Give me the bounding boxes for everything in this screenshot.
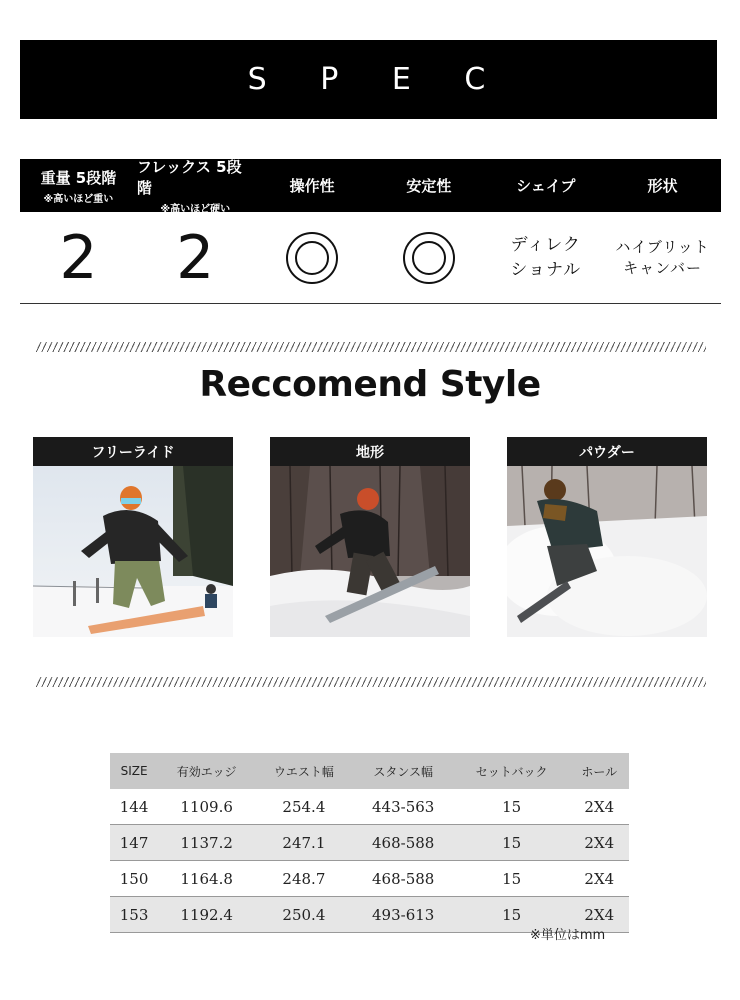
spec-header-label: シェイプ	[516, 177, 576, 195]
table-cell: 153	[110, 897, 158, 933]
table-cell: 15	[454, 861, 570, 897]
header-waist-width: ウエスト幅	[255, 753, 352, 789]
header-stance-width: スタンス幅	[353, 753, 454, 789]
unit-note: ※単位はmm	[530, 928, 606, 943]
header-size: SIZE	[110, 753, 158, 789]
spec-table	[20, 159, 721, 304]
table-cell: 144	[110, 789, 158, 825]
form-line-1: ハイブリット	[615, 237, 710, 256]
double-circle-icon	[286, 232, 338, 284]
weight-value: 2	[59, 222, 98, 293]
weight-value-cell	[20, 212, 137, 303]
spec-header-label: 形状	[647, 177, 678, 195]
header-setback: セットバック	[454, 753, 570, 789]
freeride-photo	[33, 466, 233, 637]
table-row	[110, 825, 629, 861]
shape-line-2: ショナル	[510, 259, 582, 280]
slash-divider	[36, 677, 706, 687]
spec-header-label: 操作性	[289, 177, 335, 195]
header-hole: ホール	[570, 753, 629, 789]
spec-banner	[20, 40, 717, 119]
table-cell: 443-563	[353, 789, 454, 825]
double-circle-icon	[403, 232, 455, 284]
table-cell: 247.1	[255, 825, 352, 861]
spec-header-operability	[254, 159, 371, 212]
table-cell: 15	[454, 789, 570, 825]
spec-title: S P E C	[247, 62, 508, 97]
table-cell: 250.4	[255, 897, 352, 933]
spec-header-flex	[136, 158, 254, 215]
table-cell: 1109.6	[158, 789, 255, 825]
table-cell: 1164.8	[158, 861, 255, 897]
table-row	[110, 861, 629, 897]
style-label: パウダー	[507, 437, 707, 466]
operability-value-cell	[254, 212, 371, 303]
style-card-freeride	[33, 437, 233, 637]
table-cell: 15	[454, 825, 570, 861]
flex-value: 2	[176, 222, 215, 293]
spec-header-label: 安定性	[406, 177, 452, 195]
table-cell: 254.4	[255, 789, 352, 825]
table-row	[110, 789, 629, 825]
spec-header-row	[20, 158, 721, 215]
spec-header-label: 重量 5段階	[40, 168, 117, 187]
style-card-terrain	[270, 437, 470, 637]
shape-line-1: ディレク	[510, 234, 581, 255]
spec-header-weight	[20, 159, 137, 212]
shape-value-cell	[487, 212, 604, 303]
table-cell: 15	[454, 897, 570, 933]
form-line-2: キャンバー	[623, 258, 703, 277]
size-table-header	[110, 753, 629, 789]
recommend-style-title: Reccomend Style	[199, 364, 541, 405]
table-cell: 493-613	[353, 897, 454, 933]
spec-header-shape	[487, 159, 604, 212]
spec-header-sub: ※高いほど重い	[43, 193, 114, 205]
header-effective-edge: 有効エッジ	[158, 753, 255, 789]
spec-header-sub: ※高いほど硬い	[160, 204, 231, 215]
style-label: 地形	[270, 437, 470, 466]
spec-header-label: フレックス 5段階	[136, 158, 242, 197]
table-cell: 468-588	[353, 825, 454, 861]
stability-value-cell	[370, 212, 487, 303]
flex-value-cell	[137, 212, 254, 303]
powder-photo	[507, 466, 707, 637]
style-card-powder	[507, 437, 707, 637]
table-cell: 150	[110, 861, 158, 897]
spec-header-stability	[370, 159, 487, 212]
table-cell: 1137.2	[158, 825, 255, 861]
table-cell: 2X4	[570, 897, 629, 933]
style-label: フリーライド	[33, 437, 233, 466]
slash-divider	[36, 342, 706, 352]
table-cell: 2X4	[570, 825, 629, 861]
spec-header-form	[604, 159, 721, 212]
size-table	[110, 753, 629, 933]
table-cell: 1192.4	[158, 897, 255, 933]
form-value-cell	[604, 212, 721, 303]
table-cell: 468-588	[353, 861, 454, 897]
table-cell: 2X4	[570, 789, 629, 825]
table-cell: 248.7	[255, 861, 352, 897]
spec-value-row	[20, 212, 721, 304]
table-cell: 147	[110, 825, 158, 861]
terrain-photo	[270, 466, 470, 637]
table-cell: 2X4	[570, 861, 629, 897]
